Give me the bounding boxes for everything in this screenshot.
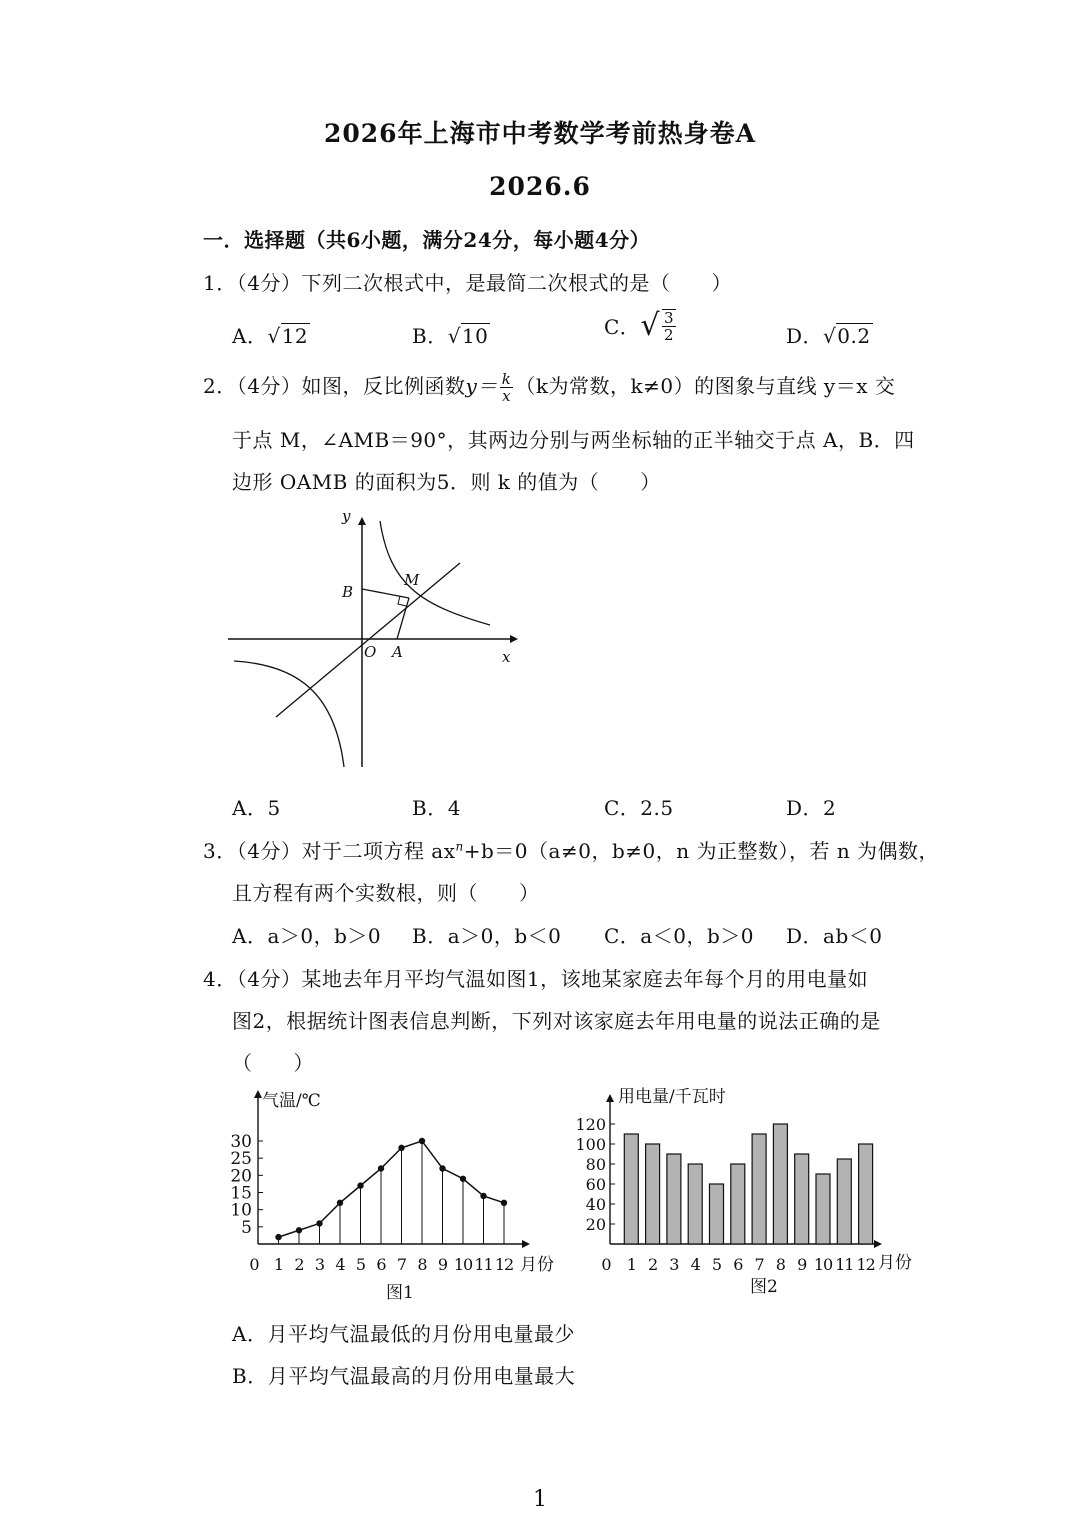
- x-tick-label: 10: [813, 1255, 833, 1274]
- q2-option-b: B．4: [412, 796, 461, 820]
- bar: [667, 1154, 681, 1244]
- bar: [859, 1144, 873, 1244]
- bar: [624, 1134, 638, 1244]
- q4-option-a: A．月平均气温最低的月份用电量最少: [232, 1322, 575, 1346]
- x-tick-label: 8: [775, 1255, 785, 1274]
- bar: [646, 1144, 660, 1244]
- bar: [773, 1124, 787, 1244]
- data-point: [316, 1220, 322, 1226]
- data-point: [501, 1200, 507, 1206]
- q4-stem-line1: 4．（4分）某地去年月平均气温如图1，该地某家庭去年每个月的用电量如: [203, 967, 869, 991]
- line-y-equals-x: [276, 563, 460, 717]
- label-x: x: [502, 648, 511, 666]
- y-tick-label: 60: [585, 1175, 606, 1194]
- chart2-title: 图2: [750, 1277, 778, 1297]
- data-point: [480, 1193, 486, 1199]
- chart2-xlabel: 月份: [878, 1253, 912, 1273]
- q2-prefix: 2．（4分）如图，反比例函数: [203, 374, 466, 398]
- data-point: [275, 1234, 281, 1240]
- x-tick-label: 9: [437, 1255, 448, 1274]
- y-tick-label: 120: [575, 1115, 606, 1134]
- q2-fraction: [500, 371, 514, 404]
- x-tick-label: 2: [648, 1255, 658, 1274]
- y-tick-label: 20: [585, 1215, 606, 1234]
- x-axis-arrow-icon: [874, 1240, 882, 1248]
- x-tick-label: 1: [626, 1255, 636, 1274]
- temperature-line: [279, 1141, 505, 1237]
- denominator: 2: [663, 325, 674, 344]
- q3-part-a: 3．（4分）对于二项方程 ax: [203, 839, 456, 863]
- page-number: 1: [533, 1487, 547, 1512]
- option-label: D．: [786, 324, 824, 348]
- numerator: k: [501, 370, 512, 388]
- segment-mb: [362, 589, 409, 598]
- y-tick-label: 20: [230, 1166, 252, 1187]
- q4-stem-line2: 图2，根据统计图表信息判断，下列对该家庭去年用电量的说法正确的是: [232, 1009, 881, 1033]
- data-point: [460, 1176, 466, 1182]
- y-tick-label: 40: [585, 1195, 606, 1214]
- q2-option-c: C．2.5: [604, 796, 674, 820]
- q2-figure: [220, 505, 530, 775]
- label-a: A: [392, 643, 403, 661]
- x-tick-label: 12: [494, 1255, 514, 1274]
- x-tick-label: 10: [453, 1255, 473, 1274]
- x-tick-label: 7: [396, 1255, 407, 1274]
- data-point: [337, 1200, 343, 1206]
- bar: [795, 1154, 809, 1244]
- x-tick-label: 0: [249, 1255, 259, 1274]
- x-tick-label: 6: [733, 1255, 743, 1274]
- bar: [816, 1174, 830, 1244]
- q3-stem-line1: [203, 835, 939, 864]
- y-axis-arrow-icon: [254, 1090, 262, 1098]
- electricity-chart: [570, 1080, 930, 1310]
- q2-option-a: A．5: [232, 796, 281, 820]
- option-label: A．: [232, 324, 268, 348]
- data-point: [398, 1145, 404, 1151]
- y-tick-label: 30: [230, 1132, 252, 1152]
- y-axis-arrow-icon: [358, 517, 366, 525]
- q3-option-d: D．ab＜0: [786, 924, 883, 948]
- q2-stem-line2: 于点 M，∠AMB＝90°，其两边分别与两坐标轴的正半轴交于点 A，B．四: [232, 428, 915, 452]
- section-heading: 一．选择题（共6小题，满分24分，每小题4分）: [203, 228, 651, 252]
- label-y: y: [342, 507, 351, 525]
- bar: [688, 1164, 702, 1244]
- q3-option-a: A．a＞0，b＞0: [232, 924, 382, 948]
- q2-stem-line1: [203, 370, 895, 404]
- radicand: 12: [281, 324, 309, 348]
- option-label: B．: [412, 324, 448, 348]
- sqrt-icon: √12: [267, 324, 309, 348]
- x-tick-label: 7: [754, 1255, 764, 1274]
- q3-option-b: B．a＞0，b＜0: [412, 924, 562, 948]
- q1-option-b: [412, 320, 490, 349]
- label-b: B: [342, 583, 354, 601]
- chart2-ylabel: 用电量/千瓦时: [618, 1087, 726, 1107]
- x-tick-label: 6: [376, 1255, 386, 1274]
- x-tick-label: 5: [711, 1255, 722, 1274]
- q2-option-d: D．2: [786, 796, 837, 820]
- label-m: M: [404, 571, 420, 589]
- data-point: [296, 1227, 302, 1233]
- sqrt-icon: √0.2: [823, 324, 871, 348]
- hyperbola-branch-1: [380, 521, 490, 625]
- y-axis-arrow-icon: [606, 1094, 614, 1102]
- y-tick-label: 10: [230, 1200, 252, 1221]
- bar: [752, 1134, 766, 1244]
- q1-stem: 1．（4分）下列二次根式中，是最简二次根式的是（ ）: [203, 271, 732, 295]
- data-point: [378, 1165, 384, 1171]
- hyperbola-branch-2: [234, 661, 344, 767]
- denominator: x: [502, 387, 512, 405]
- option-label: C．: [604, 315, 641, 339]
- radicand: 10: [461, 324, 489, 348]
- sqrt-icon: √: [640, 308, 660, 343]
- q3-part-b: +b＝0（a≠0，b≠0，n 为正整数），若 n 为偶数，: [463, 839, 940, 863]
- data-point: [357, 1182, 363, 1188]
- q2-stem-line3: 边形 OAMB 的面积为5．则 k 的值为（ ）: [232, 470, 661, 494]
- chart1-title: 图1: [386, 1283, 414, 1303]
- q1-option-c: [604, 308, 678, 343]
- x-tick-label: 2: [294, 1255, 304, 1274]
- q2-y-eq: y＝: [465, 374, 498, 398]
- data-point: [439, 1165, 445, 1171]
- x-tick-label: 3: [669, 1255, 679, 1274]
- numerator: 3: [663, 308, 674, 327]
- x-axis-arrow-icon: [522, 1240, 530, 1248]
- x-axis-arrow-icon: [510, 635, 518, 643]
- bar: [837, 1159, 851, 1244]
- y-tick-label: 80: [585, 1155, 606, 1174]
- y-tick-label: 100: [575, 1135, 606, 1154]
- y-tick-label: 5: [241, 1217, 252, 1238]
- q1-option-a: [232, 320, 310, 349]
- sqrt-icon: √10: [447, 324, 489, 348]
- exam-date: 2026.6: [489, 172, 591, 201]
- x-tick-label: 12: [856, 1255, 875, 1274]
- q3-sup: n: [455, 839, 464, 854]
- y-tick-label: 15: [230, 1183, 252, 1204]
- label-o: O: [364, 643, 377, 661]
- x-tick-label: 0: [601, 1255, 611, 1274]
- x-tick-label: 1: [273, 1255, 284, 1274]
- q4-stem-line3: （ ）: [232, 1051, 314, 1075]
- y-tick-label: 25: [230, 1149, 252, 1170]
- bar: [731, 1164, 745, 1244]
- x-tick-label: 3: [314, 1255, 325, 1274]
- chart1-ylabel: 气温/℃: [262, 1091, 321, 1111]
- chart1-xlabel: 月份: [520, 1255, 554, 1275]
- x-tick-label: 4: [690, 1255, 700, 1274]
- q3-stem-line2: 且方程有两个实数根，则（ ）: [232, 881, 540, 905]
- page-title: 2026年上海市中考数学考前热身卷A: [324, 119, 756, 148]
- temperature-chart: [220, 1080, 570, 1310]
- x-tick-label: 5: [355, 1255, 366, 1274]
- radicand: 0.2: [837, 324, 871, 348]
- q4-option-b: B．月平均气温最高的月份用电量最大: [232, 1364, 576, 1388]
- x-tick-label: 8: [417, 1255, 427, 1274]
- q2-mid: （k为常数，k≠0）的图象与直线 y＝x 交: [515, 374, 896, 398]
- fraction: [662, 309, 676, 343]
- x-tick-label: 11: [474, 1255, 493, 1274]
- q3-option-c: C．a＜0，b＞0: [604, 924, 754, 948]
- x-tick-label: 4: [335, 1255, 345, 1274]
- data-point: [419, 1138, 425, 1144]
- x-tick-label: 11: [835, 1255, 854, 1274]
- x-tick-label: 9: [797, 1255, 807, 1274]
- bar: [710, 1184, 724, 1244]
- q1-option-d: [786, 320, 873, 349]
